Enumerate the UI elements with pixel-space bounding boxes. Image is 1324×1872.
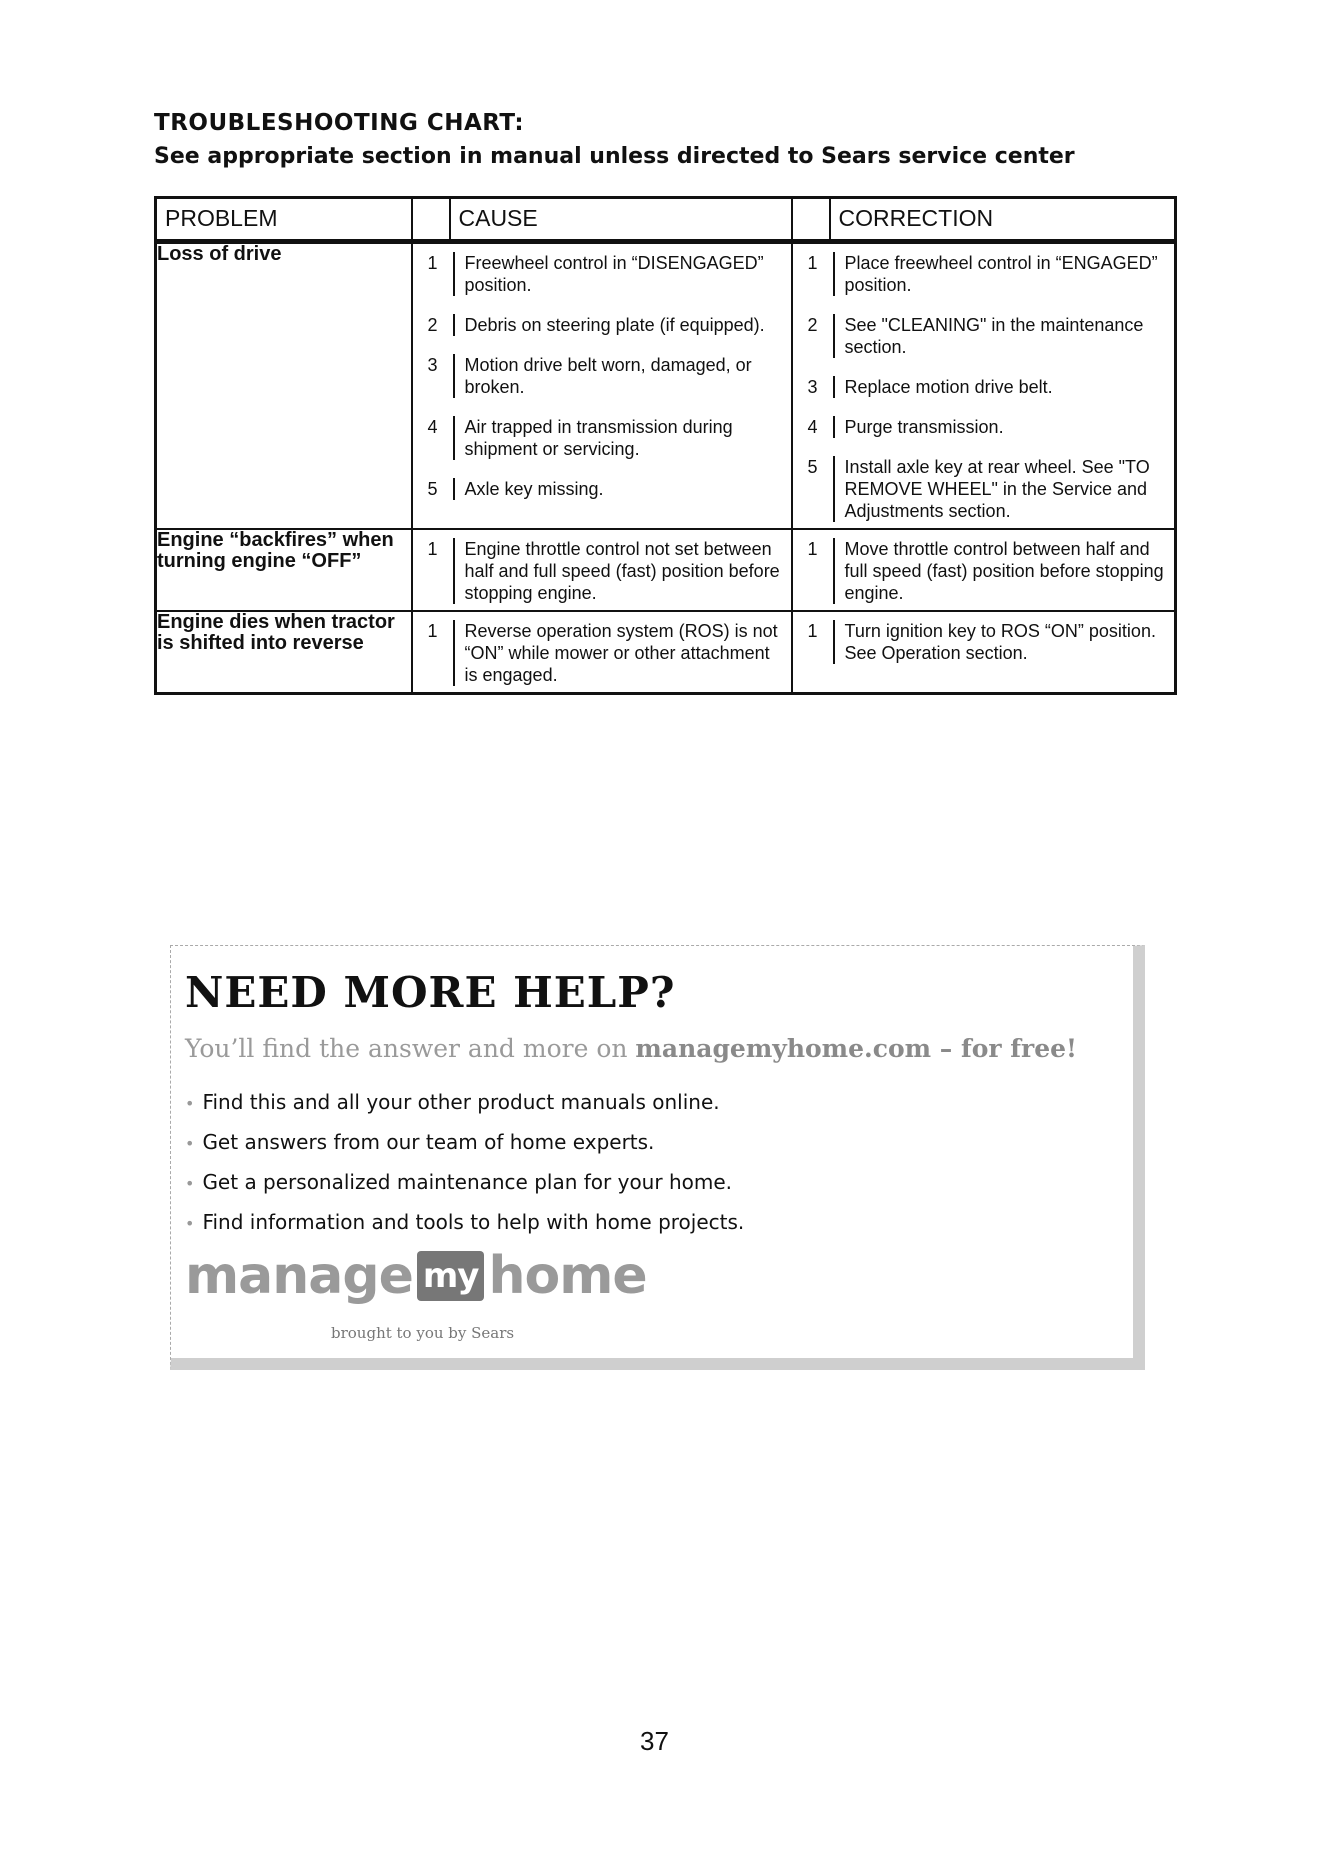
cause-text: Reverse operation system (ROS) is not “ON” while mower or other attachment is engaged.: [453, 620, 791, 686]
item-number: 2: [807, 315, 818, 335]
cause-item: [413, 314, 791, 336]
logo-text-home: home: [488, 1246, 647, 1306]
cause-item: [413, 538, 791, 604]
item-number: 1: [427, 253, 438, 273]
item-number: 3: [427, 355, 438, 375]
tagline-text: You’ll find the answer and more on: [185, 1034, 636, 1063]
correction-item: [793, 620, 1175, 664]
cause-text: Motion drive belt worn, damaged, or broken.: [453, 354, 791, 398]
header-spacer: [792, 198, 830, 242]
correction-cell: [792, 242, 1176, 530]
list-item: • Find this and all your other product manuals online.: [185, 1083, 744, 1123]
correction-item: [793, 456, 1175, 522]
correction-text: Turn ignition key to ROS “ON” position. See Operation section.: [833, 620, 1175, 664]
cause-item: [413, 478, 791, 500]
help-bullet-list: [185, 1083, 744, 1243]
correction-text: Install axle key at rear wheel. See "TO REMOVE WHEEL" in the Service and Adjustments section.: [833, 456, 1175, 522]
header-problem: PROBLEM: [156, 198, 412, 242]
item-number: 5: [427, 479, 438, 499]
correction-item: [793, 538, 1175, 604]
troubleshooting-table: [154, 196, 1177, 695]
page-number: 37: [640, 1726, 669, 1756]
header-spacer: [412, 198, 450, 242]
cause-item: [413, 620, 791, 686]
item-number: 2: [427, 315, 438, 335]
managemyhome-logo: [185, 1246, 647, 1306]
item-number: 1: [427, 621, 438, 641]
cause-cell: [412, 529, 792, 611]
correction-item: [793, 314, 1175, 358]
item-number: 4: [807, 417, 818, 437]
item-number: 1: [807, 539, 818, 559]
correction-item: [793, 416, 1175, 438]
cause-text: Freewheel control in “DISENGAGED” position.: [453, 252, 791, 296]
cause-cell: [412, 242, 792, 530]
logo-text-manage: manage: [185, 1246, 413, 1306]
list-item: • Find information and tools to help with home projects.: [185, 1203, 744, 1243]
cause-text: Debris on steering plate (if equipped).: [453, 314, 791, 336]
correction-text: Move throttle control between half and full speed (fast) position before stopping engine.: [833, 538, 1175, 604]
chart-title: TROUBLESHOOTING CHART:: [154, 110, 525, 136]
item-number: 1: [427, 539, 438, 559]
table-row: [156, 611, 1176, 694]
tagline-site-link[interactable]: managemyhome.com – for free!: [635, 1034, 1077, 1063]
cause-cell: [412, 611, 792, 694]
header-correction: CORRECTION: [830, 198, 1176, 242]
cause-text: Axle key missing.: [453, 478, 791, 500]
chart-heading: [154, 106, 1075, 174]
sears-byline: brought to you by Sears: [331, 1324, 515, 1342]
need-more-help-box: [170, 945, 1145, 1370]
table-row: [156, 529, 1176, 611]
cause-item: [413, 416, 791, 460]
list-item: • Get answers from our team of home experts.: [185, 1123, 744, 1163]
problem-cell: Engine dies when tractor is shifted into reverse: [156, 611, 412, 694]
header-cause: CAUSE: [450, 198, 792, 242]
item-number: 5: [807, 457, 818, 477]
problem-cell: Loss of drive: [156, 242, 412, 530]
correction-text: Replace motion drive belt.: [833, 376, 1175, 398]
item-number: 4: [427, 417, 438, 437]
chart-subtitle: See appropriate section in manual unless directed to Sears service center: [154, 144, 1075, 169]
correction-text: Purge transmission.: [833, 416, 1175, 438]
cause-text: Engine throttle control not set between half and full speed (fast) position before stopping engine.: [453, 538, 791, 604]
correction-item: [793, 376, 1175, 398]
correction-text: Place freewheel control in “ENGAGED” position.: [833, 252, 1175, 296]
item-number: 3: [807, 377, 818, 397]
help-title: NEED MORE HELP?: [185, 968, 676, 1017]
cause-text: Air trapped in transmission during shipment or servicing.: [453, 416, 791, 460]
cause-item: [413, 354, 791, 398]
logo-text-my: my: [417, 1251, 485, 1301]
list-item: • Get a personalized maintenance plan for your home.: [185, 1163, 744, 1203]
table-row: [156, 242, 1176, 530]
correction-text: See "CLEANING" in the maintenance section.: [833, 314, 1175, 358]
correction-cell: [792, 529, 1176, 611]
correction-item: [793, 252, 1175, 296]
item-number: 1: [807, 621, 818, 641]
table-header-row: [156, 198, 1176, 242]
problem-cell: Engine “backfires” when turning engine “OFF”: [156, 529, 412, 611]
correction-cell: [792, 611, 1176, 694]
cause-item: [413, 252, 791, 296]
item-number: 1: [807, 253, 818, 273]
help-tagline: [185, 1034, 1077, 1063]
